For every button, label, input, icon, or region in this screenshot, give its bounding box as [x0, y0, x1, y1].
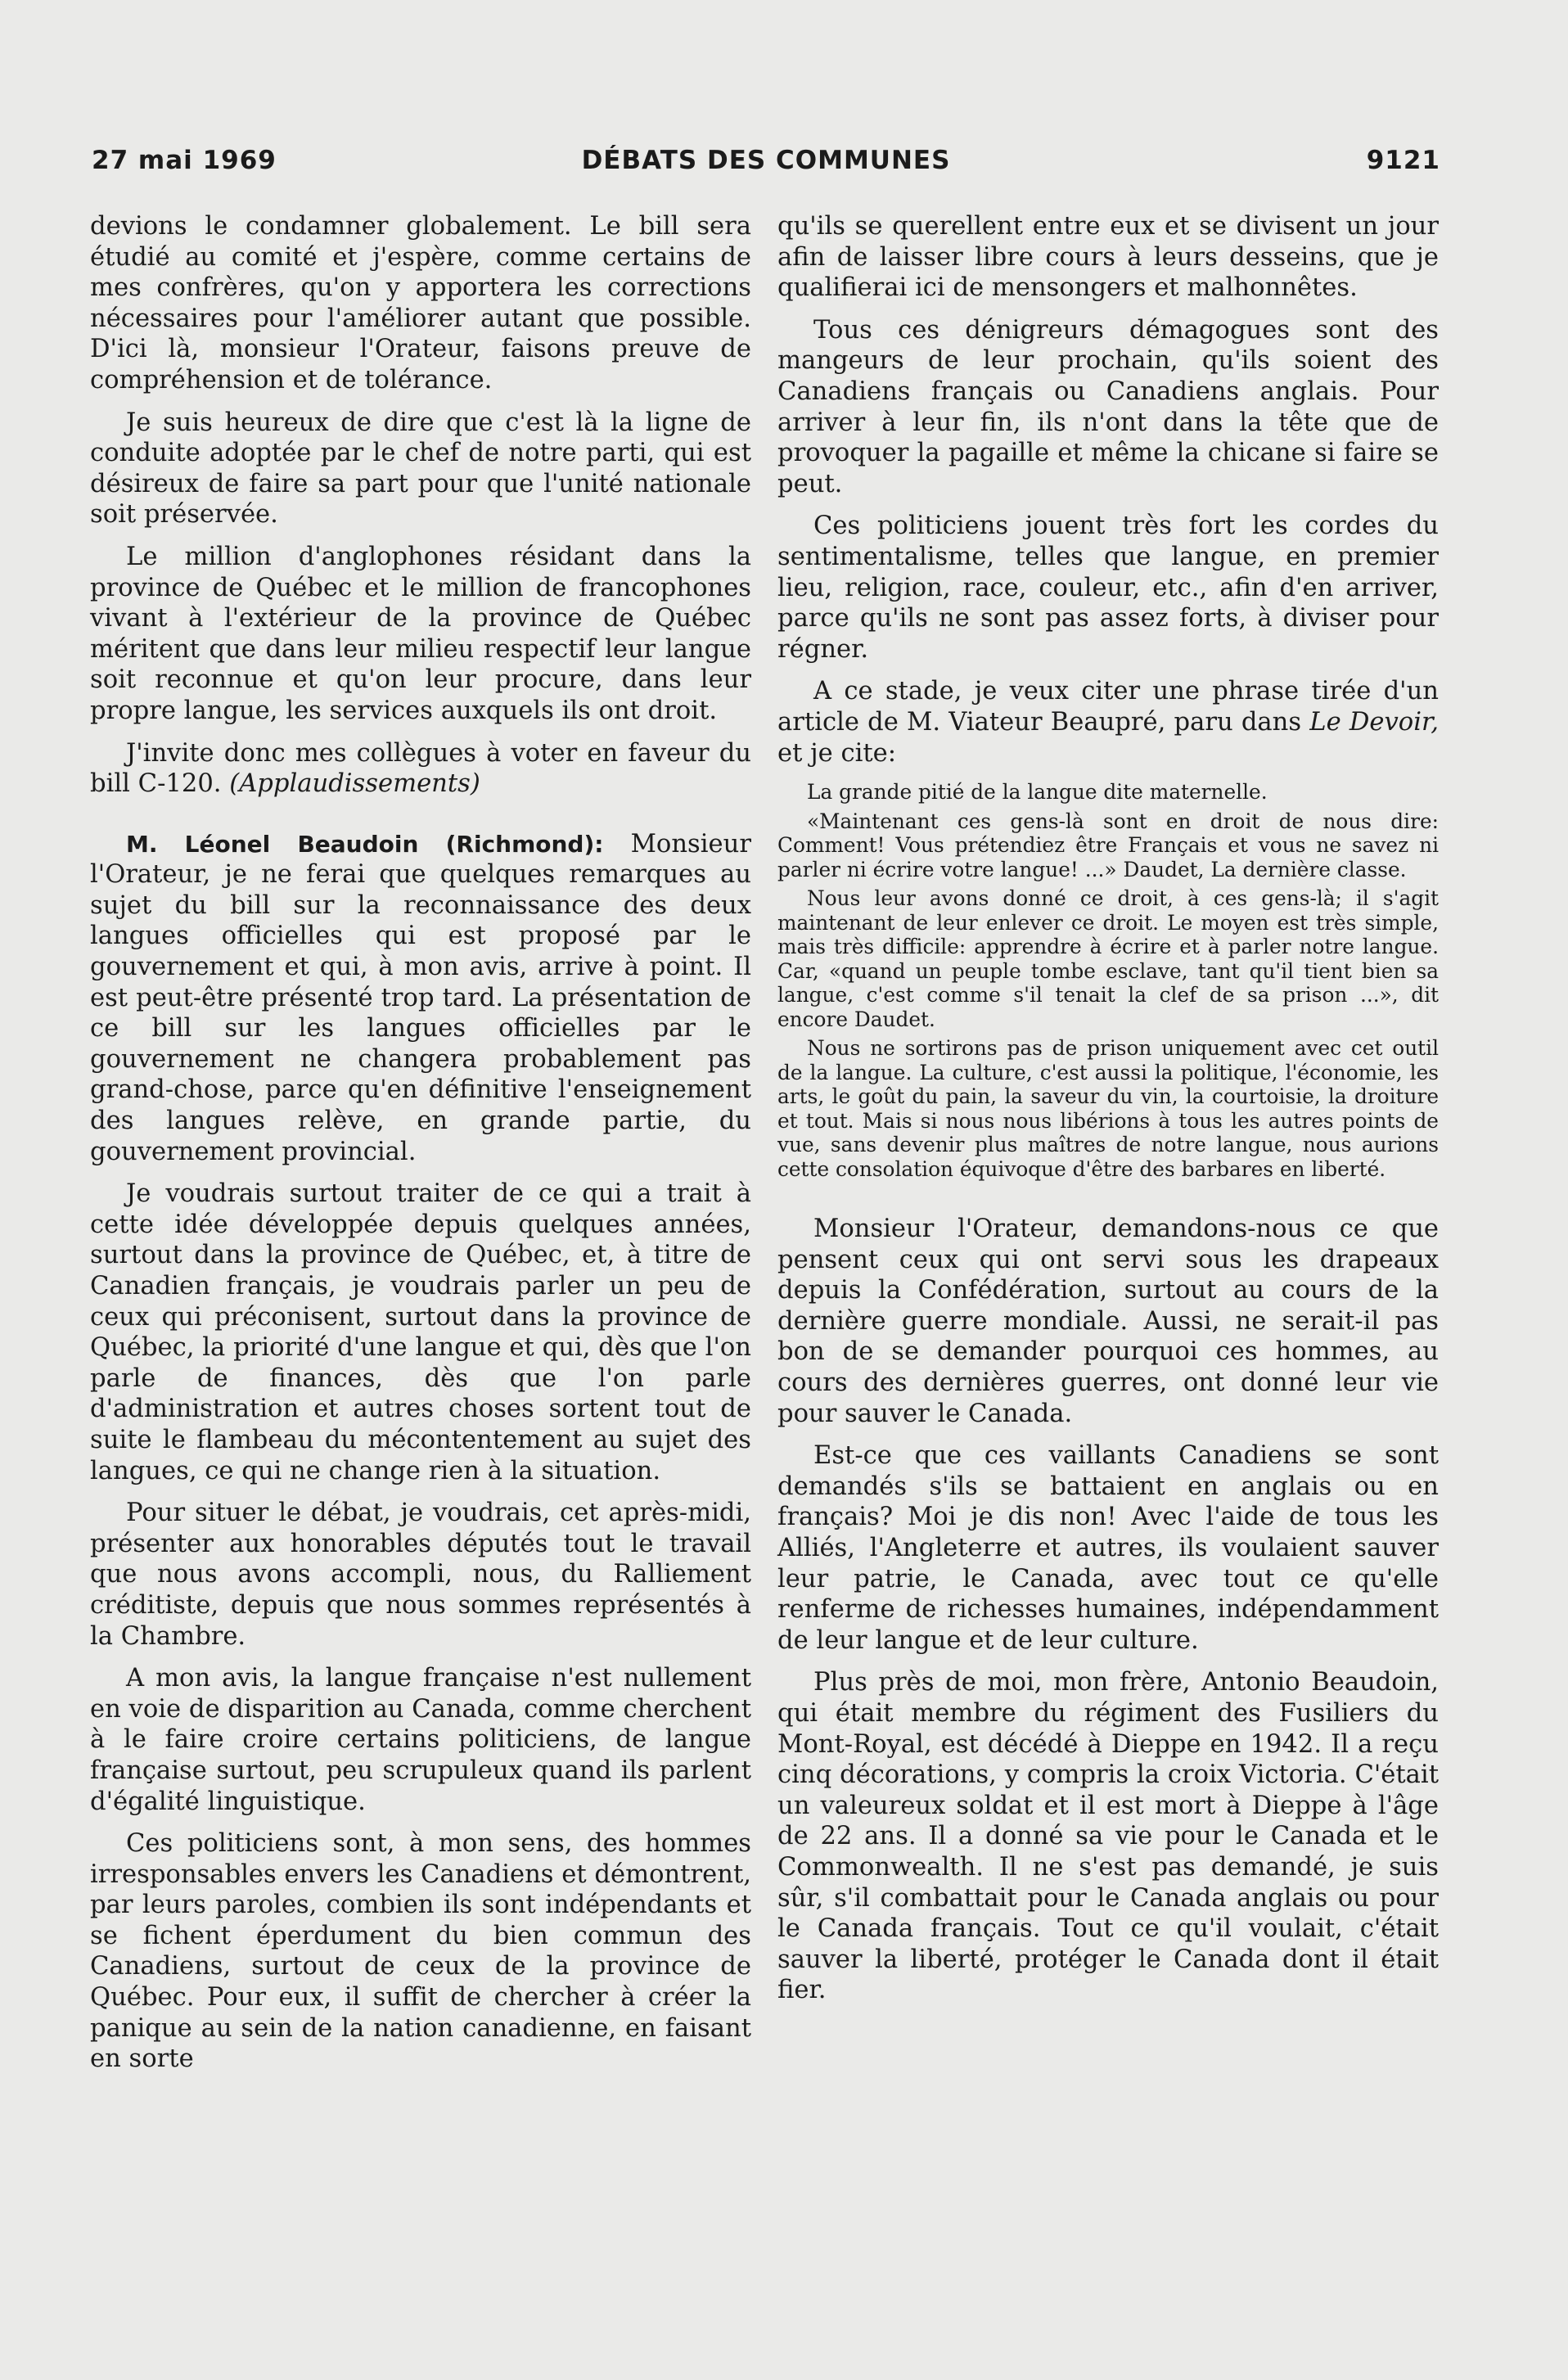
paragraph: Tous ces dénigreurs démagogues sont des mangeurs de leur prochain, qu'ils soient des Canadiens français ou Canadiens anglais. Pour arriver à leur fin, ils n'ont dans la tête que de provoquer la pagaille et même la chicane si faire se peut. — [777, 315, 1439, 498]
newspaper-title: Le Devoir, — [1309, 707, 1439, 737]
speaker-paragraph — [90, 829, 751, 1168]
quote-paragraph: Nous leur avons donné ce droit, à ces gens-là; il s'agit maintenant de leur enlever ce droit. Le moyen est très simple, mais très difficile: apprendre à écrire et à parler notre langue. Car, «quand un peuple tombe esclave, tant qu'il tient bien sa langue, c'est comme s'il tenait la clef de sa prison ...», dit encore Daudet. — [777, 886, 1439, 1031]
paragraph: Ces politiciens jouent très fort les cordes du sentimentalisme, telles que langue, en premier lieu, religion, race, couleur, etc., afin d'en arriver, parce qu'ils ne sont pas assez forts, à diviser pour régner. — [777, 512, 1439, 664]
paragraph: Je suis heureux de dire que c'est là la ligne de conduite adoptée par le chef de notre parti, qui est désireux de faire sa part pour que l'unité nationale soit préservée. — [90, 408, 751, 530]
page-number: 9121 — [1366, 146, 1440, 175]
paragraph-text: J'invite donc mes collègues à voter en faveur du bill C-120. — [90, 738, 751, 799]
paragraph-text: et je cite: — [777, 738, 897, 768]
paragraph: Pour situer le débat, je voudrais, cet après-midi, présenter aux honorables députés tout le travail que nous avons accompli, nous, du Ralliement créditiste, depuis que nous sommes représentés à la Chambre. — [90, 1499, 751, 1651]
header-title: DÉBATS DES COMMUNES — [581, 146, 951, 175]
paragraph: Ces politiciens sont, à mon sens, des hommes irresponsables envers les Canadiens et démontrent, par leurs paroles, combien ils sont indépendants et se fichent éperdument du bien commun des Canadiens, surtout de ceux de la province de Québec. Pour eux, il suffit de chercher à créer la panique au sein de la nation canadienne, en faisant en sorte — [90, 1829, 751, 2074]
right-column — [777, 211, 1439, 2017]
speaker-name: M. Léonel Beaudoin (Richmond): — [126, 830, 604, 858]
paragraph: A mon avis, la langue française n'est nullement en voie de disparition au Canada, comme cherchent à le faire croire certains politiciens, de langue française surtout, peu scrupuleux quand ils parlent d'égalité linguistique. — [90, 1664, 751, 1816]
paragraph: Je voudrais surtout traiter de ce qui a trait à cette idée développée depuis quelques années, surtout dans la province de Québec, et, à titre de Canadien français, je voudrais parler un peu de ceux qui préconisent, surtout dans la province de Québec, la priorité d'une langue et qui, dès que l'on parle de finances, dès que l'on parle d'administration et autres choses sortent tout de suite le flambeau du mécontentement au sujet des langues, ce qui ne change rien à la situation. — [90, 1179, 751, 1485]
left-column — [90, 211, 751, 2086]
paragraph — [90, 738, 751, 800]
paragraph — [777, 676, 1439, 769]
paragraph: Monsieur l'Orateur, demandons-nous ce que pensent ceux qui ont servi sous les drapeaux depuis la Confédération, surtout au cours de la dernière guerre mondiale. Aussi, ne serait-il pas bon de se demander pourquoi ces hommes, au cours des dernières guerres, ont donné leur vie pour sauver le Canada. — [777, 1215, 1439, 1428]
block-quote — [777, 780, 1439, 1181]
paragraph: devions le condamner globalement. Le bill sera étudié au comité et j'espère, comme certains de mes confrères, qu'on y apportera les corrections nécessaires pour l'améliorer autant que possible. D'ici là, monsieur l'Orateur, faisons preuve de compréhension et de tolérance. — [90, 212, 751, 394]
paragraph: Est-ce que ces vaillants Canadiens se sont demandés s'ils se battaient en anglais ou en français? Moi je dis non! Avec l'aide de tous les Alliés, l'Angleterre et autres, ils voulaient sauver leur patrie, le Canada, avec tout ce qu'elle renferme de richesses humaines, indépendamment de leur langue et de leur culture. — [777, 1441, 1439, 1655]
paragraph: qu'ils se querellent entre eux et se divisent un jour afin de laisser libre cours à leurs desseins, que je qualifierai ici de mensongers et malhonnêtes. — [777, 212, 1439, 303]
page-header — [92, 146, 1440, 187]
paragraph: Le million d'anglophones résidant dans la province de Québec et le million de francophones vivant à l'extérieur de la province de Québec méritent que dans leur milieu respectif leur langue soit reconnue et qu'on leur procure, dans leur propre langue, les services auxquels ils ont droit. — [90, 542, 751, 725]
quote-paragraph: La grande pitié de la langue dite maternelle. — [807, 780, 1268, 805]
paragraph: Plus près de moi, mon frère, Antonio Beaudoin, qui était membre du régiment des Fusiliers du Mont-Royal, est décédé à Dieppe en 1942. Il a reçu cinq décorations, y compris la croix Victoria. C'était un valeureux soldat et il est mort à Dieppe à l'âge de 22 ans. Il a donné sa vie pour le Canada et le Commonwealth. Il ne s'est pas demandé, je suis sûr, s'il combattait pour le Canada anglais ou pour le Canada français. Tout ce qu'il voulait, c'était sauver la liberté, protéger le Canada dont il était fier. — [777, 1668, 1439, 2005]
quote-paragraph: «Maintenant ces gens-là sont en droit de nous dire: Comment! Vous prétendiez être Français et vous ne savez ni parler ni écrire votre langue! ...» Daudet, La dernière classe. — [777, 809, 1439, 881]
quote-paragraph: Nous ne sortirons pas de prison uniquement avec cet outil de la langue. La culture, c'est aussi la politique, l'économie, les arts, le goût du pain, la saveur du vin, la courtoisie, la droiture et tout. Mais si nous nous libérions à tous les autres points de vue, sans devenir plus maîtres de notre langue, nous aurions cette consolation équivoque d'être des barbares en liberté. — [777, 1036, 1439, 1181]
applause-note: (Applaudissements) — [229, 769, 480, 799]
paragraph-text: Monsieur l'Orateur, je ne ferai que quelques remarques au sujet du bill sur la reconnaissance des deux langues officielles qui est proposé par le gouvernement et qui, à mon avis, arrive à point. Il est peut-être présenté trop tard. La présentation de ce bill sur les langues officielles par le gouvernement ne changera probablement pas grand-chose, parce qu'en définitive l'enseignement des langues relève, en grande partie, du gouvernement provincial. — [90, 829, 751, 1166]
paragraph-text: A ce stade, je veux citer une phrase tirée d'un article de M. Viateur Beaupré, paru dans — [777, 677, 1439, 737]
header-date: 27 mai 1969 — [92, 146, 277, 175]
